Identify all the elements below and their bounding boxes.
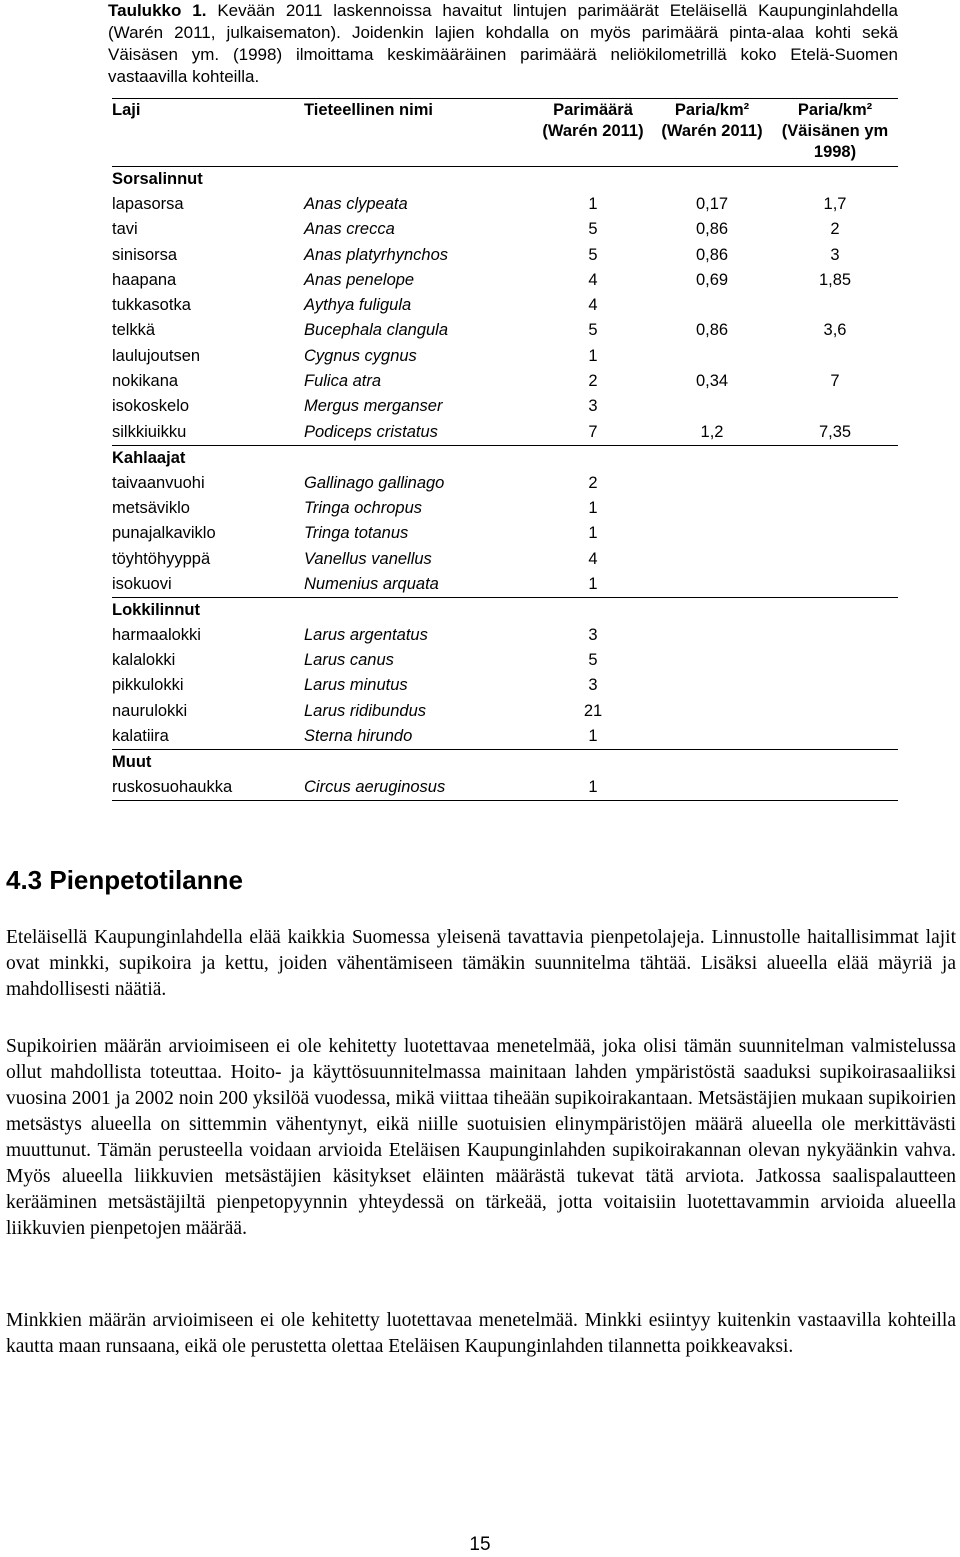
table-header-row (112, 99, 898, 167)
species-cell: tukkasotka (112, 296, 191, 315)
table-row (112, 192, 898, 217)
scientific-name-cell: Mergus merganser (304, 397, 443, 416)
density-waren-cell (652, 293, 772, 318)
table-row (112, 394, 898, 419)
header-species: Laji (112, 101, 141, 119)
scientific-name-cell: Anas platyrhynchos (304, 245, 448, 264)
table-row (112, 623, 898, 648)
density-vaisanen-cell (772, 623, 898, 648)
species-cell: nokikana (112, 372, 179, 391)
scientific-name-cell: Larus canus (304, 651, 394, 670)
table-row (112, 496, 898, 521)
species-cell: haapana (112, 270, 177, 289)
page-number: 15 (469, 1534, 491, 1555)
species-cell: harmaalokki (112, 625, 201, 644)
table-row (112, 775, 898, 801)
table-row (112, 243, 898, 268)
group-name: Kahlaajat (112, 448, 186, 467)
density-vaisanen-cell (772, 521, 898, 546)
table-row (112, 217, 898, 242)
density-vaisanen-cell (772, 775, 898, 801)
pairs-cell: 2 (588, 473, 598, 492)
density-vaisanen-cell: 3 (830, 245, 840, 264)
density-waren-cell: 0,86 (695, 321, 729, 340)
density-vaisanen-cell: 1,7 (823, 195, 847, 213)
section-heading: 4.3 Pienpetotilanne (6, 865, 243, 895)
caption-text: Kevään 2011 laskennoissa havaitut lintujen parimäärät Eteläisellä Kaupunginlahdella (Warén 2011, julkaisematon). Joidenkin lajien kohdalla on myös parimäärä pinta-alaa kohti sekä Väisäsen ym. (1998) ilmoittama keskimääräinen parimäärä neliökilometrillä koko Etelä-Suomen vastaavilla kohteilla. (108, 1, 898, 86)
density-vaisanen-cell (772, 724, 898, 750)
pairs-cell: 4 (588, 296, 598, 315)
pairs-cell: 5 (588, 220, 598, 239)
species-cell: naurulokki (112, 701, 188, 720)
species-cell: taivaanvuohi (112, 473, 205, 492)
density-waren-cell (652, 724, 772, 750)
scientific-name-cell: Larus argentatus (304, 625, 428, 644)
density-vaisanen-cell (772, 547, 898, 572)
scientific-name-cell: Tringa ochropus (304, 498, 423, 517)
group-row (112, 445, 898, 471)
table-row (112, 648, 898, 673)
pairs-cell: 4 (588, 270, 598, 289)
group-row (112, 597, 898, 623)
table-row (112, 293, 898, 318)
density-waren-cell (652, 394, 772, 419)
density-vaisanen-cell (772, 394, 898, 419)
pairs-cell: 1 (588, 346, 598, 365)
density-waren-cell: 0,86 (695, 245, 729, 264)
density-vaisanen-cell (772, 293, 898, 318)
paragraph: Minkkien määrän arvioimiseen ei ole kehitetty luotettavaa menetelmää. Minkki esiintyy kuitenkin vastaavilla kohteilla kautta maan runsaana, eikä ole perustetta olettaa Eteläisen Kaupunginlahden tilannetta poikkeavaksi. (6, 1310, 956, 1357)
paragraph: Eteläisellä Kaupunginlahdella elää kaikkia Suomessa yleisenä tavattavia pienpetolajeja. Linnustolle haitallisimmat lajit ovat minkki, supikoira ja kettu, joiden vähentämiseen tämäkin suunnitelma tähtää. Lisäksi alueella elää mäyriä ja mahdollisesti näätiä. (6, 927, 956, 1000)
species-cell: telkkä (112, 321, 156, 340)
species-cell: punajalkaviklo (112, 524, 216, 543)
species-cell: kalalokki (112, 651, 176, 670)
table-row (112, 420, 898, 446)
pairs-cell: 5 (588, 651, 598, 670)
species-cell: isokuovi (112, 574, 172, 593)
pairs-cell: 21 (583, 701, 603, 720)
density-vaisanen-cell (772, 471, 898, 496)
density-waren-cell (652, 471, 772, 496)
pairs-cell: 2 (588, 372, 598, 391)
species-cell: tavi (112, 220, 138, 239)
density-vaisanen-cell: 2 (830, 220, 840, 239)
species-cell: metsäviklo (112, 498, 190, 517)
density-vaisanen-cell (772, 699, 898, 724)
scientific-name-cell: Podiceps cristatus (304, 422, 438, 441)
species-cell: lapasorsa (112, 195, 184, 213)
species-cell: töyhtöhyyppä (112, 549, 211, 568)
species-cell: laulujoutsen (112, 346, 201, 365)
table-body (112, 167, 898, 801)
pairs-cell: 5 (588, 321, 598, 340)
density-waren-cell (652, 623, 772, 648)
pairs-cell: 1 (588, 524, 598, 543)
pairs-cell: 1 (588, 574, 598, 593)
header-density-waren: Paria/km² (Warén 2011) (661, 101, 763, 140)
density-waren-cell (652, 496, 772, 521)
scientific-name-cell: Vanellus vanellus (304, 549, 432, 568)
density-waren-cell (652, 673, 772, 698)
density-waren-cell (652, 344, 772, 369)
table-row (112, 572, 898, 598)
species-cell: isokoskelo (112, 397, 190, 416)
header-density-vaisanen: Paria/km² (Väisänen ym 1998) (781, 101, 889, 161)
pairs-cell: 3 (588, 625, 598, 644)
density-vaisanen-cell: 3,6 (823, 321, 847, 340)
species-cell: ruskosuohaukka (112, 778, 233, 797)
pairs-cell: 5 (588, 245, 598, 264)
group-name: Lokkilinnut (112, 600, 200, 619)
density-waren-cell (652, 775, 772, 801)
scientific-name-cell: Cygnus cygnus (304, 346, 417, 365)
table-row (112, 673, 898, 698)
pairs-cell: 4 (588, 549, 598, 568)
table-row (112, 344, 898, 369)
table-row (112, 547, 898, 572)
scientific-name-cell: Fulica atra (304, 372, 382, 391)
density-vaisanen-cell: 7 (830, 372, 840, 391)
density-waren-cell: 0,86 (695, 220, 729, 239)
density-waren-cell: 0,17 (695, 195, 729, 213)
density-waren-cell: 0,69 (695, 270, 729, 289)
table-row (112, 724, 898, 750)
pairs-cell: 1 (588, 727, 598, 746)
density-vaisanen-cell (772, 648, 898, 673)
table-row (112, 268, 898, 293)
scientific-name-cell: Anas crecca (304, 220, 395, 239)
species-cell: silkkiuikku (112, 422, 187, 441)
pairs-cell: 3 (588, 397, 598, 416)
scientific-name-cell: Larus ridibundus (304, 701, 426, 720)
species-cell: kalatiira (112, 727, 169, 746)
paragraph: Supikoirien määrän arvioimiseen ei ole kehitetty luotettavaa menetelmää, joka olisi tämän suunnitelman valmistelussa ollut mahdollista toteuttaa. Hoito- ja käyttösuunnitelmassa mainitaan lahden ympäristöstä saaduksi supikoirasaaliiksi vuosina 2001 ja 2002 noin 200 yksilöä vuodessa, mikä viittaa tiheään supikoirakantaan. Metsästäjien mukaan supikoirien metsästys alueella on sittemmin vähentynyt, eikä niille suotuisien elinympäristöjen määrä alueella ole merkittävästi muuttunut. Tämän perusteella voidaan arvioida Eteläisen Kaupunginlahden supikoirakannan olevan nykyäänkin vahva. Myös alueella liikkuvien metsästäjien käsitykset eläinten määrästä tukevat tätä arviota. Jatkossa saalispalautteen kerääminen metsästäjiltä pienpetopyynnin yhteydessä on tärkeää, jotta voitaisiin luotettavammin arvioida alueella liikkuvien pienpetojen määrää. (6, 1036, 956, 1239)
table-row (112, 521, 898, 546)
density-waren-cell (652, 547, 772, 572)
scientific-name-cell: Anas clypeata (304, 195, 408, 213)
species-cell: sinisorsa (112, 245, 178, 264)
density-waren-cell: 1,2 (700, 422, 724, 441)
pairs-cell: 1 (588, 195, 598, 213)
density-waren-cell (652, 699, 772, 724)
scientific-name-cell: Numenius arquata (304, 574, 439, 593)
scientific-name-cell: Circus aeruginosus (304, 778, 446, 797)
group-name: Sorsalinnut (112, 170, 203, 188)
bird-pairs-table (112, 98, 898, 801)
scientific-name-cell: Anas penelope (304, 270, 415, 289)
table-row (112, 699, 898, 724)
density-waren-cell (652, 648, 772, 673)
density-vaisanen-cell: 7,35 (818, 422, 852, 441)
density-vaisanen-cell (772, 572, 898, 598)
header-scientific-name: Tieteellinen nimi (304, 101, 433, 119)
species-cell: pikkulokki (112, 676, 184, 695)
group-row (112, 750, 898, 776)
scientific-name-cell: Aythya fuligula (304, 296, 412, 315)
pairs-cell: 1 (588, 498, 598, 517)
table-caption (108, 0, 898, 88)
scientific-name-cell: Larus minutus (304, 676, 408, 695)
group-name: Muut (112, 753, 152, 772)
pairs-cell: 3 (588, 676, 598, 695)
density-waren-cell (652, 572, 772, 598)
group-row (112, 167, 898, 193)
density-vaisanen-cell (772, 344, 898, 369)
density-vaisanen-cell: 1,85 (818, 270, 852, 289)
table-row (112, 471, 898, 496)
density-waren-cell (652, 521, 772, 546)
table-row (112, 318, 898, 343)
table-row (112, 369, 898, 394)
pairs-cell: 7 (588, 422, 598, 441)
pairs-cell: 1 (588, 778, 598, 797)
scientific-name-cell: Gallinago gallinago (304, 473, 445, 492)
header-pairs: Parimäärä (Warén 2011) (542, 101, 644, 140)
density-vaisanen-cell (772, 673, 898, 698)
scientific-name-cell: Bucephala clangula (304, 321, 449, 340)
density-vaisanen-cell (772, 496, 898, 521)
density-waren-cell: 0,34 (695, 372, 729, 391)
scientific-name-cell: Sterna hirundo (304, 727, 413, 746)
scientific-name-cell: Tringa totanus (304, 524, 409, 543)
caption-label: Taulukko 1. (108, 1, 207, 20)
